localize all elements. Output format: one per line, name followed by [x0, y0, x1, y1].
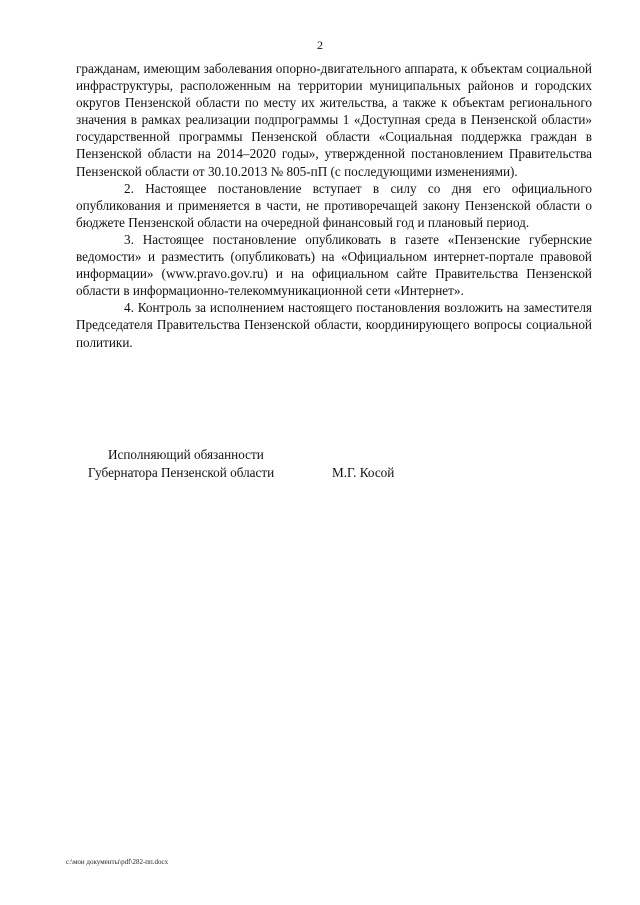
paragraph-item-2: 2. Настоящее постановление вступает в силу со дня его официального опубликования и применяется в части, не противоречащей закону Пензенской области о бюджете Пензенской области на очередной финансовый год и плановый период.	[76, 180, 592, 230]
footer-file-path: c:\мои документы\pdf\282-пп.docx	[66, 858, 169, 866]
paragraph-item-4: 4. Контроль за исполнением настоящего постановления возложить на заместителя Председателя Правительства Пензенской области, координирующего вопросы социальной политики.	[76, 300, 592, 350]
signatory-name: М.Г. Косой	[332, 465, 395, 480]
paragraph-item-3: 3. Настоящее постановление опубликовать в газете «Пензенские губернские ведомости» и разместить (опубликовать) на «Официальном интернет-портале правовой информации» (www.pravo.gov.ru) и на официальном сайте Правительства Пензенской области в информационно-телекоммуникационной сети «Интернет».	[76, 231, 592, 299]
paragraph-continuation: гражданам, имеющим заболевания опорно-двигательного аппарата, к объектам социальной инфраструктуры, расположенным на территории муниципальных районов и городских округов Пензенской области по месту их жительства, а также к объектам регионального значения в рамках реализации подпрограммы 1 «Доступная среда в Пензенской области» государственной программы Пензенской области «Социальная поддержка граждан в Пензенской области на 2014–2020 годы», утвержденной постановлением Правительства Пензенской области от 30.10.2013 № 805-пП (с последующими изменениями).	[76, 61, 592, 179]
signatory-title-line2: Губернатора Пензенской области	[88, 465, 275, 480]
page-number: 2	[317, 38, 323, 52]
document-body	[76, 60, 592, 351]
signatory-title-line1: Исполняющий обязанности	[108, 447, 264, 462]
